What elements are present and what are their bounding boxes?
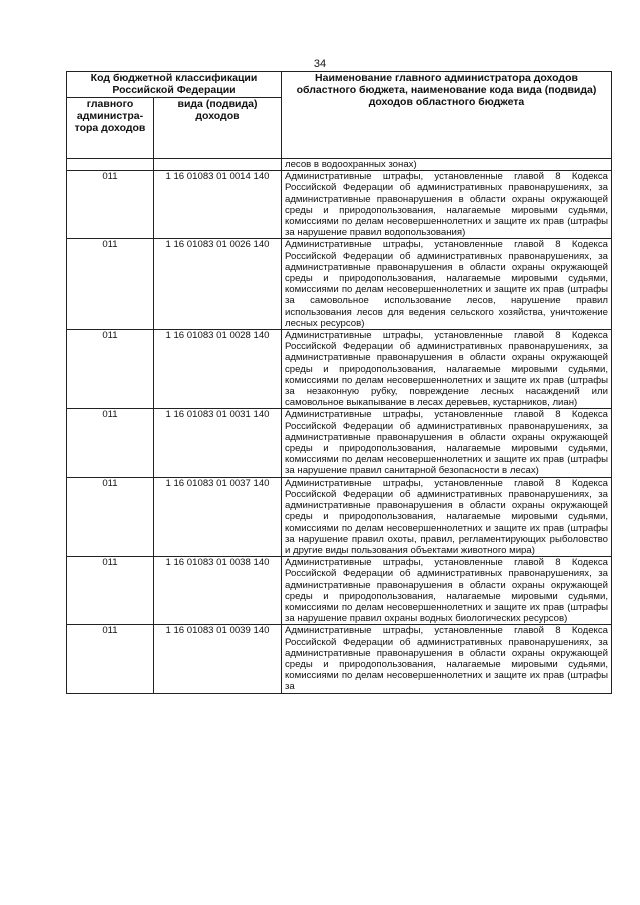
table-row bbox=[67, 171, 612, 239]
table-row bbox=[67, 330, 612, 409]
revenue-code-cell: 1 16 01083 01 0038 140 bbox=[154, 557, 282, 625]
continuation-name-cell: лесов в водоохранных зонах) bbox=[282, 159, 612, 171]
revenue-name-cell: Административные штрафы, установленные главой 8 Кодекса Российской Федерации об административных правонарушениях, за административные правонарушения в области охраны окружающей среды и природопользования, налагаемые мировыми судьями, комиссиями по делам несовершеннолетних и защите их прав (штрафы за нарушение правил охраны водных биологических ресурсов) bbox=[282, 557, 612, 625]
header-name-column: Наименование главного администратора доходов областного бюджета, наименование кода вида (подвида) доходов областного бюджета bbox=[282, 72, 612, 159]
revenue-name-cell: Административные штрафы, установленные главой 8 Кодекса Российской Федерации об административных правонарушениях, за административные правонарушения в области охраны окружающей среды и природопользования, налагаемые мировыми судьями, комиссиями по делам несовершеннолетних и защите их прав (штрафы за нарушение правил охоты, правил, регламентирующих рыболовство и другие виды пользования объектами животного мира) bbox=[282, 477, 612, 556]
admin-code-cell: 011 bbox=[67, 557, 154, 625]
page-number: 34 bbox=[313, 58, 327, 70]
revenue-code-cell: 1 16 01083 01 0039 140 bbox=[154, 625, 282, 693]
admin-code-cell: 011 bbox=[67, 239, 154, 330]
table-row bbox=[67, 477, 612, 556]
header-admin-column: главного администра-тора доходов bbox=[67, 98, 154, 159]
budget-classification-table bbox=[66, 71, 612, 694]
table-row bbox=[67, 557, 612, 625]
admin-code-cell: 011 bbox=[67, 171, 154, 239]
admin-code-cell: 011 bbox=[67, 477, 154, 556]
table-row bbox=[67, 239, 612, 330]
continuation-code-cell bbox=[154, 159, 282, 171]
revenue-code-cell: 1 16 01083 01 0028 140 bbox=[154, 330, 282, 409]
revenue-name-cell: Административные штрафы, установленные главой 8 Кодекса Российской Федерации об административных правонарушениях, за административные правонарушения в области охраны окружающей среды и природопользования, налагаемые мировыми судьями, комиссиями по делам несовершеннолетних и защите их прав (штрафы за нарушение правил санитарной безопасности в лесах) bbox=[282, 409, 612, 477]
revenue-code-cell: 1 16 01083 01 0014 140 bbox=[154, 171, 282, 239]
table-row bbox=[67, 409, 612, 477]
table-row bbox=[67, 625, 612, 693]
header-budget-code-group: Код бюджетной классификации Российской Федерации bbox=[67, 72, 282, 98]
revenue-code-cell: 1 16 01083 01 0037 140 bbox=[154, 477, 282, 556]
revenue-name-cell: Административные штрафы, установленные главой 8 Кодекса Российской Федерации об административных правонарушениях, за административные правонарушения в области охраны окружающей среды и природопользования, налагаемые мировыми судьями, комиссиями по делам несовершеннолетних и защите их прав (штрафы за незаконную рубку, повреждение лесных насаждений или самовольное выкапывание в лесах деревьев, кустарников, лиан) bbox=[282, 330, 612, 409]
revenue-name-cell: Административные штрафы, установленные главой 8 Кодекса Российской Федерации об административных правонарушениях, за административные правонарушения в области охраны окружающей среды и природопользования, налагаемые мировыми судьями, комиссиями по делам несовершеннолетних и защите их прав (штрафы за самовольное использование лесов, нарушение правил использования лесов для ведения сельского хозяйства, уничтожение лесных ресурсов) bbox=[282, 239, 612, 330]
continuation-row bbox=[67, 159, 612, 171]
admin-code-cell: 011 bbox=[67, 330, 154, 409]
revenue-name-cell: Административные штрафы, установленные главой 8 Кодекса Российской Федерации об административных правонарушениях, за административные правонарушения в области охраны окружающей среды и природопользования, налагаемые мировыми судьями, комиссиями по делам несовершеннолетних и защите их прав (штрафы за bbox=[282, 625, 612, 693]
revenue-code-cell: 1 16 01083 01 0031 140 bbox=[154, 409, 282, 477]
admin-code-cell: 011 bbox=[67, 625, 154, 693]
revenue-code-cell: 1 16 01083 01 0026 140 bbox=[154, 239, 282, 330]
continuation-admin-cell bbox=[67, 159, 154, 171]
header-type-column: вида (подвида) доходов bbox=[154, 98, 282, 159]
admin-code-cell: 011 bbox=[67, 409, 154, 477]
revenue-name-cell: Административные штрафы, установленные главой 8 Кодекса Российской Федерации об административных правонарушениях, за административные правонарушения в области охраны окружающей среды и природопользования, налагаемые мировыми судьями, комиссиями по делам несовершеннолетних и защите их прав (штрафы за нарушение правил водопользования) bbox=[282, 171, 612, 239]
